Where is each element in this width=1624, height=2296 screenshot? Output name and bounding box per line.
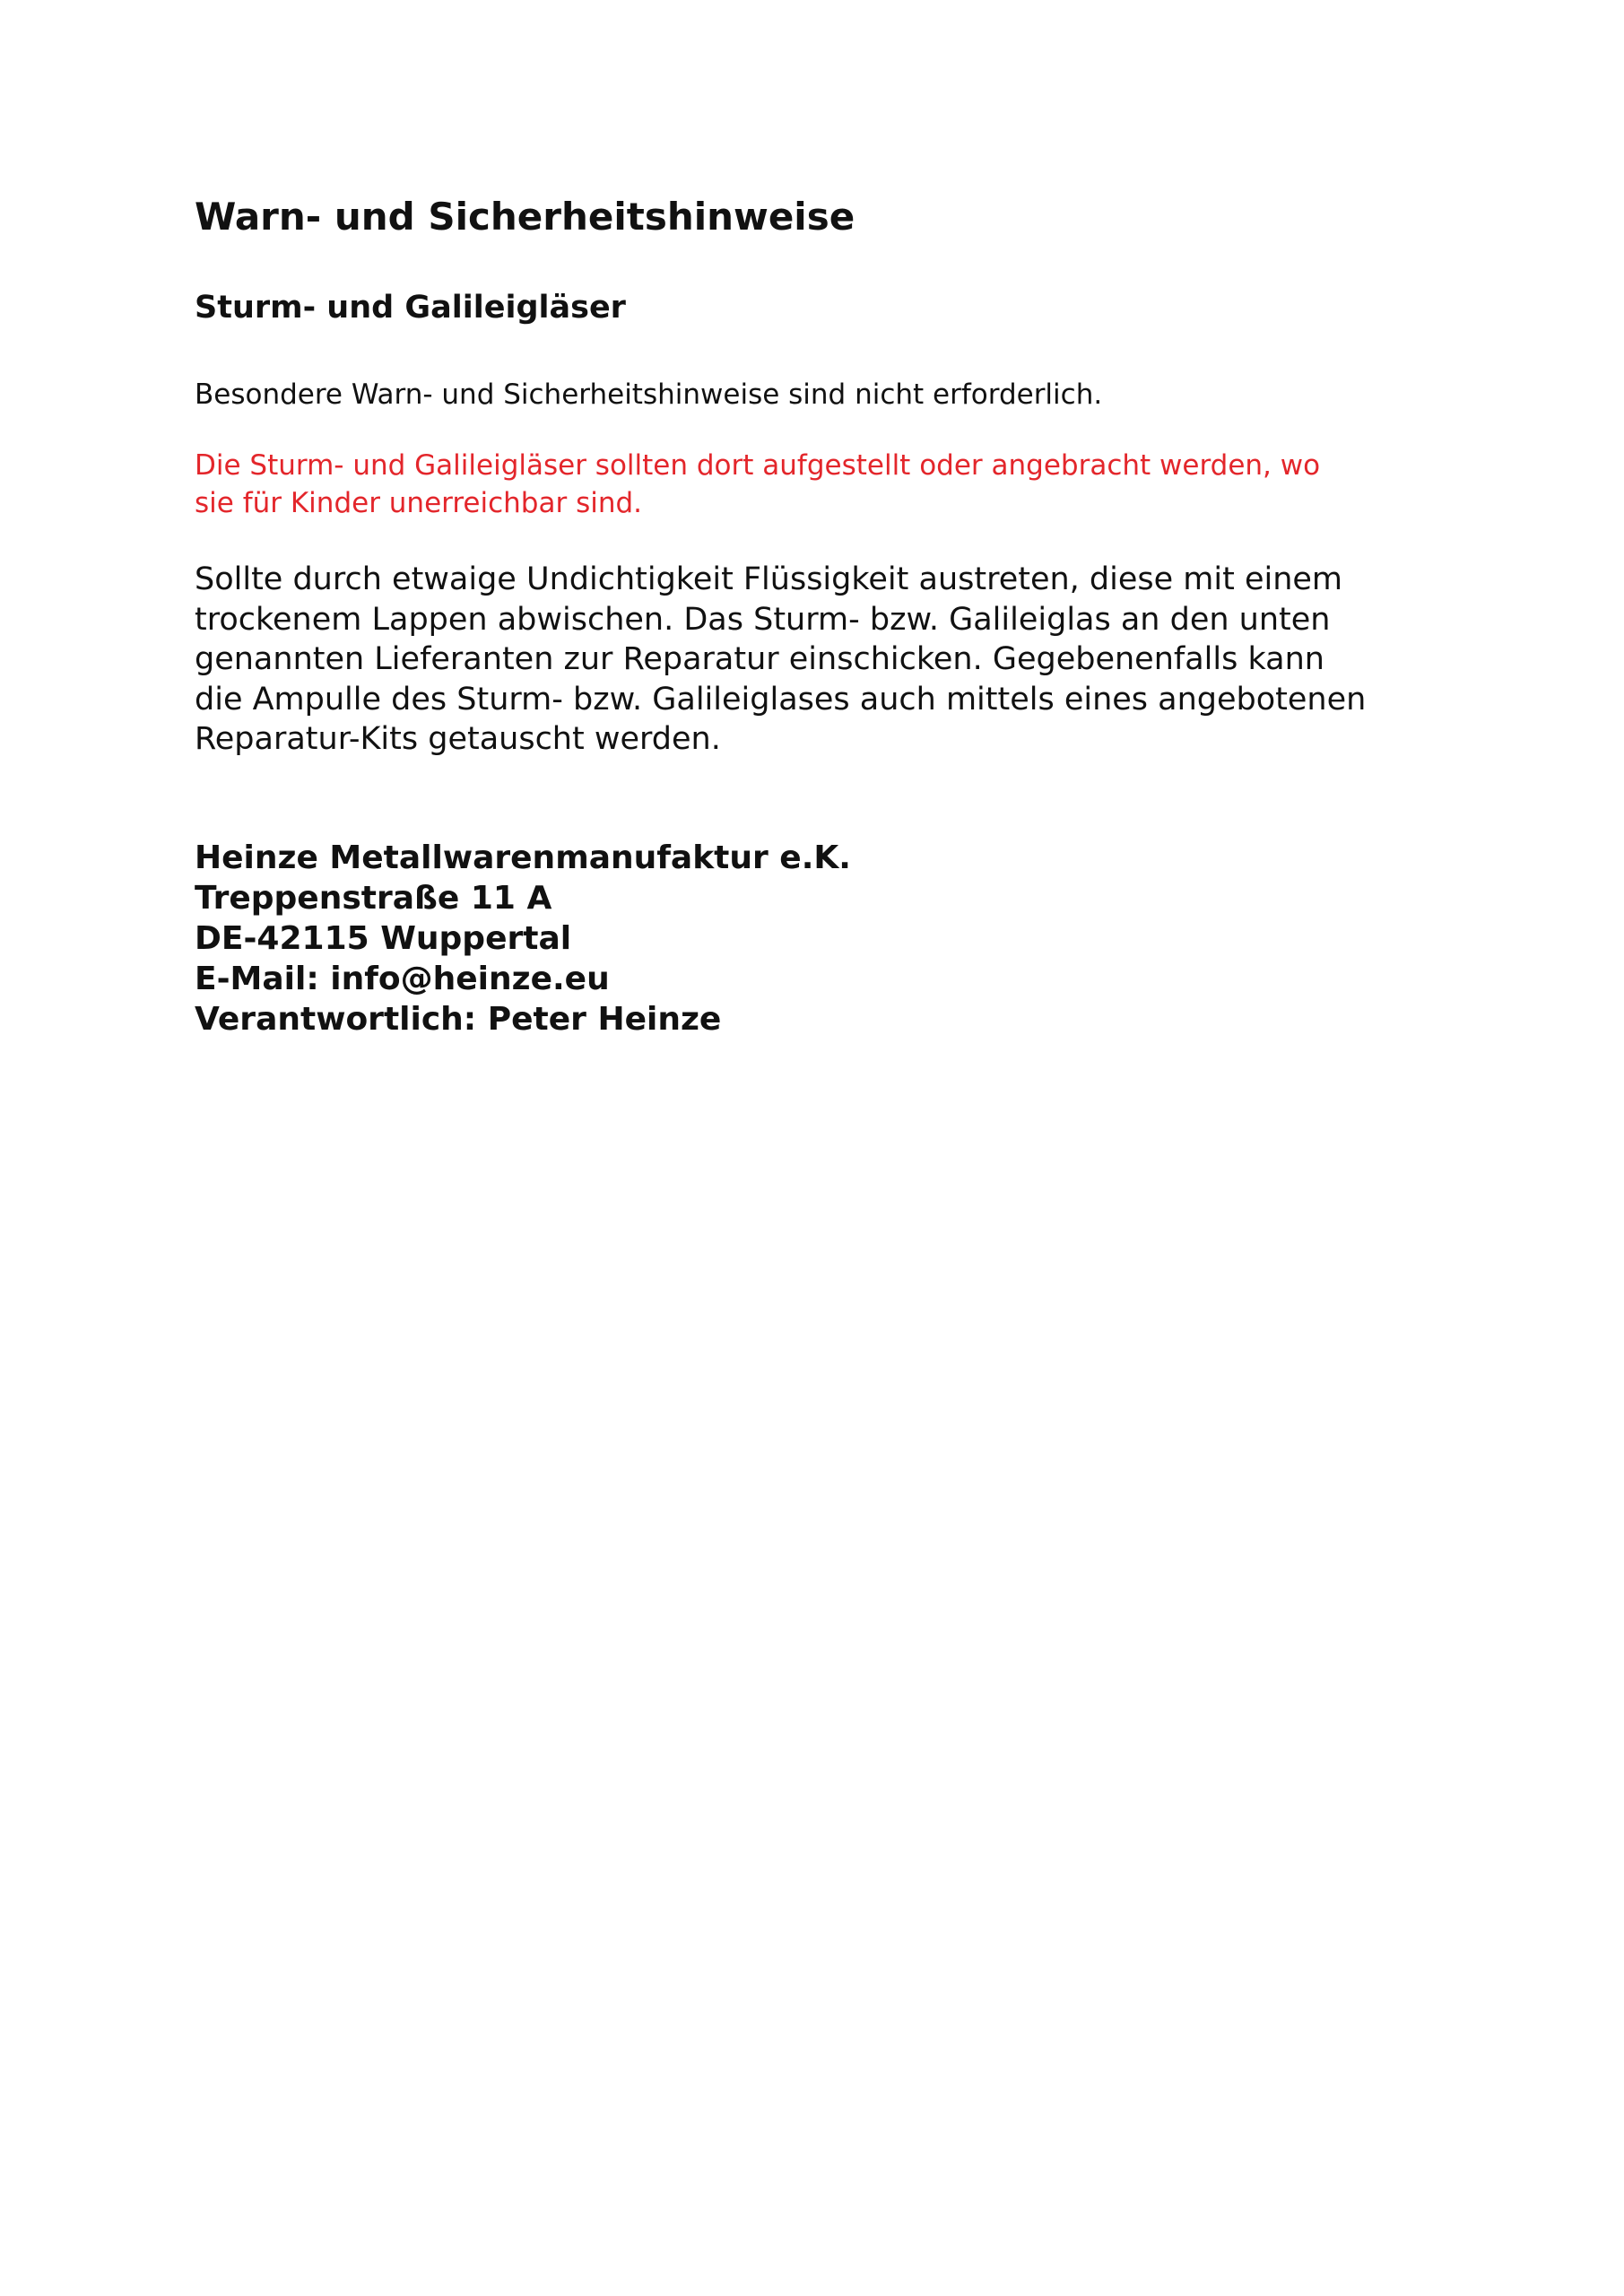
street-address: Treppenstraße 11 A — [195, 880, 552, 917]
intro-paragraph: Besondere Warn- und Sicherheitshinweise sind nicht erforderlich. — [195, 378, 1103, 411]
body-line: die Ampulle des Sturm- bzw. Galileiglases auch mittels eines angebotenen — [195, 681, 1367, 718]
body-line: genannten Lieferanten zur Reparatur einschicken. Gegebenenfalls kann — [195, 641, 1324, 677]
body-line: Sollte durch etwaige Undichtigkeit Flüssigkeit austreten, diese mit einem — [195, 561, 1343, 597]
responsible-person: Verantwortlich: Peter Heinze — [195, 1001, 722, 1038]
body-line: Reparatur-Kits getauscht werden. — [195, 721, 721, 757]
warning-line: Die Sturm- und Galileigläser sollten dort aufgestellt oder angebracht werden, wo — [195, 449, 1321, 482]
repair-paragraph — [195, 560, 1366, 760]
company-name: Heinze Metallwarenmanufaktur e.K. — [195, 839, 851, 876]
warning-line: sie für Kinder unerreichbar sind. — [195, 487, 643, 519]
supplier-address — [195, 838, 851, 1039]
page-title: Warn- und Sicherheitshinweise — [195, 195, 855, 239]
email-line: E-Mail: info@heinze.eu — [195, 961, 610, 997]
section-subtitle: Sturm- und Galileigläser — [195, 290, 626, 326]
body-line: trockenem Lappen abwischen. Das Sturm- bzw. Galileiglas an den unten — [195, 601, 1331, 638]
city-postcode: DE-42115 Wuppertal — [195, 920, 572, 957]
warning-paragraph — [195, 447, 1320, 522]
